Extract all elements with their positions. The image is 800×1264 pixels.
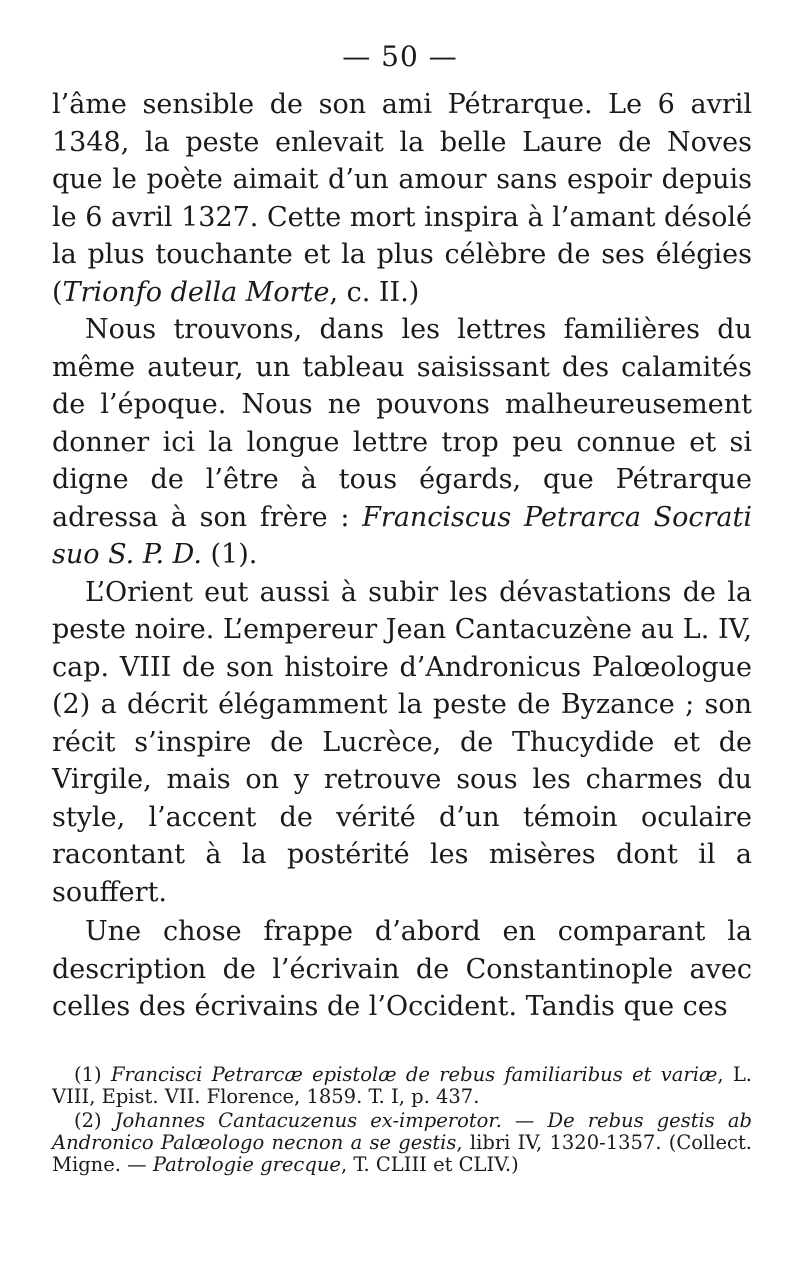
footnote-1-italic: Francisci Petrarcæ epistolæ de rebus familiaribus et variæ [110,1063,718,1086]
paragraph-3: L’Orient eut aussi à subir les dévastations de la peste noire. L’empereur Jean Cantacuzène au L. IV, cap. VIII de son histoire d’Andronicus Palœologue (2) a décrit élégamment la peste de Byzance ; son récit s’inspire de Lucrèce, de Thucydide et de Virgile, mais on y retrouve sous les charmes du style, l’accent de vérité d’un témoin oculaire racontant à la postérité les misères dont il a souffert. [52,576,752,908]
footnote-2-marker: (2) [74,1109,115,1132]
footnote-1-marker: (1) [74,1063,111,1086]
footnote-2-italic-1: Johannes Cantacuzenus ex-imperotor. [114,1109,502,1132]
body-text [52,86,752,1026]
footnote-1-tail: , L. VIII, Epist. VII. Florence, 1859. T. I, p. 437. [52,1063,753,1108]
paragraph-2-italic: Franciscus Petrarca Socrati suo S. P. D. [52,501,753,570]
paragraph-1-text: l’âme sensible de son ami Pétrarque. Le 6 avril 1348, la peste enlevait la belle Laure de Noves que le poète aimait d’un amour sans espoir depuis le 6 avril 1327. Cette mort inspira à l’amant désolé la plus touchante et la plus célèbre de ses élégies ( [52,89,752,308]
page-number: — 50 — [342,40,458,73]
paragraph-2-text: Nous trouvons, dans les lettres familières du même auteur, un tableau saisissant des calamités de l’époque. Nous ne pouvons malheureusement donner ici la longue lettre trop peu connue et si digne de l’être à tous égards, que Pétrarque adressa à son frère : [52,314,752,533]
footnote-2-mid-1: — [501,1109,548,1132]
footnote-2-italic-3: Patrologie grecque [152,1153,341,1176]
paragraph-2-tail: (1). [201,539,258,570]
paragraph-1 [52,86,752,311]
paragraph-1-tail: , c. II.) [329,276,420,308]
footnote-1 [52,1064,752,1108]
paragraph-4: Une chose frappe d’abord en comparant la description de l’écrivain de Constantinople avec celles des écrivains de l’Occident. Tandis que ces [52,916,752,1022]
paragraph-2 [52,311,752,574]
footnote-2 [52,1110,752,1176]
footnote-2-tail: , T. CLIII et CLIV.) [340,1153,519,1176]
paragraph-1-italic: Trionfo della Morte [62,276,330,308]
footnote-2-mid-2: , libri IV, 1320-1357. (Collect. Migne. — [52,1131,753,1176]
footnotes [52,1064,752,1178]
footnote-2-italic-2: De rebus gestis ab Andronico Palœologo necnon a se gestis [52,1109,752,1154]
